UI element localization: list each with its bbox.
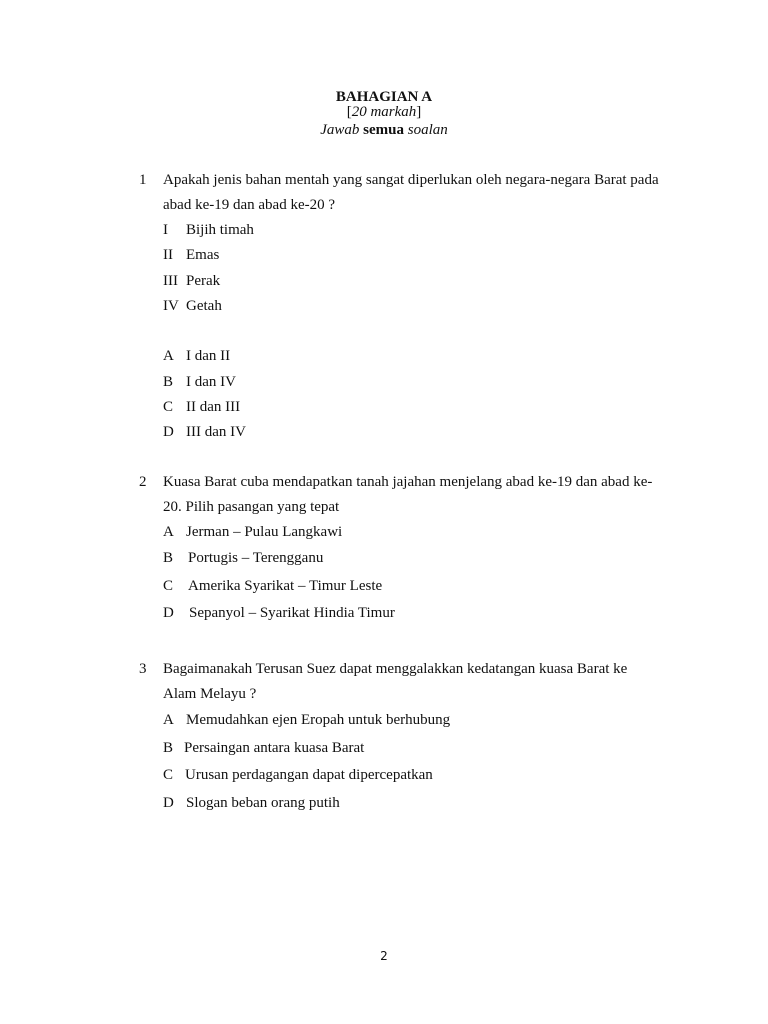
option-text[interactable]: II dan III [186,399,241,415]
question-text-line: Apakah jenis bahan mentah yang sangat diperlukan oleh negara-negara Barat pada [163,172,659,188]
statement-label: IV [163,298,179,314]
option-text[interactable]: Memudahkan ejen Eropah untuk berhubung [186,712,451,728]
question-number: 1 [139,172,147,188]
option-label[interactable]: B [163,740,174,756]
statement-text: Bijih timah [186,222,254,238]
question-number: 2 [139,474,147,490]
option-text[interactable]: Urusan perdagangan dapat dipercepatkan [185,767,433,783]
option-label[interactable]: C [163,767,174,783]
option-text[interactable]: I dan II [186,348,231,364]
option-label[interactable]: B [163,374,174,390]
question-text-line: Alam Melayu ? [163,686,257,702]
option-text[interactable]: I dan IV [186,374,236,390]
question-text-line: Bagaimanakah Terusan Suez dapat menggalakkan kedatangan kuasa Barat ke [163,661,628,677]
option-text[interactable]: Persaingan antara kuasa Barat [184,740,365,756]
option-text[interactable]: III dan IV [186,424,246,440]
marks-text: 20 markah [351,104,417,120]
question-text-line: abad ke-19 dan abad ke-20 ? [163,197,336,213]
option-label[interactable]: C [163,399,174,415]
marks-open-bracket: [ [346,104,352,120]
question-number: 3 [139,661,147,677]
instruction-word-jawab: Jawab [320,122,360,138]
statement-text: Perak [186,273,221,289]
question-text-line: Kuasa Barat cuba mendapatkan tanah jajahan menjelang abad ke-19 dan abad ke- [163,474,653,490]
option-text[interactable]: Sepanyol – Syarikat Hindia Timur [189,605,395,621]
option-label[interactable]: D [163,605,174,621]
option-label[interactable]: A [163,524,174,540]
option-label[interactable]: A [163,712,174,728]
option-text[interactable]: Slogan beban orang putih [186,795,340,811]
option-label[interactable]: A [163,348,174,364]
statement-text: Emas [186,247,220,263]
statement-label: III [163,273,178,289]
option-text[interactable]: Portugis – Terengganu [188,550,324,566]
statement-label: II [163,247,173,263]
option-label[interactable]: C [163,578,174,594]
option-label[interactable]: B [163,550,174,566]
marks-note [0,103,768,121]
option-text[interactable]: Jerman – Pulau Langkawi [186,524,343,540]
statement-text: Getah [186,298,222,314]
question-text-line: 20. Pilih pasangan yang tepat [163,499,340,515]
instruction [0,121,768,139]
option-label[interactable]: D [163,424,174,440]
option-label[interactable]: D [163,795,174,811]
marks-close-bracket: ] [416,104,422,120]
page-number: 2 [380,949,388,963]
instruction-word-soalan: soalan [407,122,448,138]
instruction-word-semua: semua [363,122,404,138]
option-text[interactable]: Amerika Syarikat – Timur Leste [188,578,383,594]
statement-label: I [163,222,168,238]
section-title: BAHAGIAN A [335,89,433,105]
